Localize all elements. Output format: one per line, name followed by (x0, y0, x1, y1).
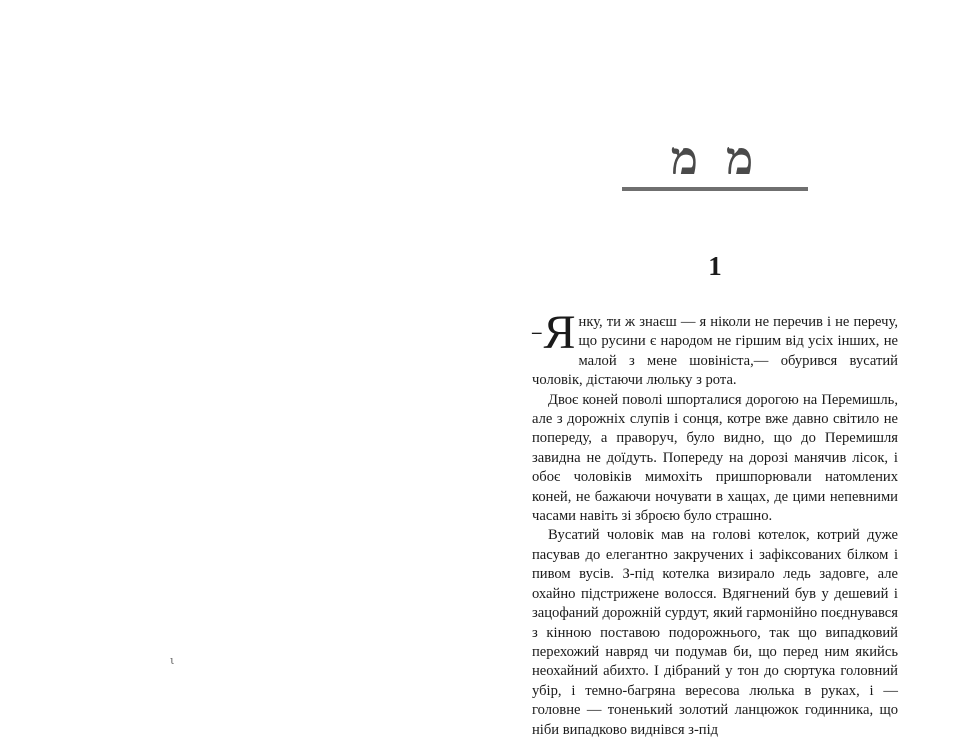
chapter-body-text (532, 306, 898, 740)
right-page (485, 0, 970, 755)
paragraph-second: Двоє коней поволі шпорталися дорогою на Перемишль, але з дорожніх слупів і сонця, котре вже давно світило не попереду, а праворуч, було видно, що до Перемишля завидна не доїдуть. Попереду на дорозі манячив лісок, і обоє чоловіків мимохіть пришпорювали натомлених коней, не бажаючи ночувати в хащах, де цими непевними часами навіть зі зброєю було страшно. (532, 391, 898, 525)
dialogue-dash: – (532, 322, 542, 343)
chapter-divider-rule (622, 187, 808, 191)
page-edge-mark: ι (170, 654, 175, 667)
chapter-ornament-letters: מ מ (670, 131, 760, 185)
drop-cap-letter: Я (543, 306, 576, 359)
paragraph-opening (532, 306, 898, 391)
paragraph-opening-text: нку, ти ж знаєш — я ніколи не перечив і не перечу, що русини є народом не гіршим від усіх інших, не малой з мене шовініста,— обурився вусатий чоловік, дістаючи люльку з рота. (532, 314, 898, 389)
paragraph-third: Вусатий чоловік мав на голові котелок, котрий дуже пасував до елегантно закручених і зафіксованих білком і пивом вусів. З-під котелка визирало ледь задовге, але охайно підстрижене волосся. Вдягнений був у дешевий і зацофаний дорожній сурдут, який гармонійно поєднувався з кінною поставою подорожнього, так що випадковий перехожий навряд чи подумав би, що перед ним якийсь неохайний абихто. І дібраний у тон до сюртука головний убір, і темно-багряна вересова люлька в руках, і — головне — тоненький золотий ланцюжок годинника, що ніби випадково виднівся з-під (532, 527, 898, 738)
chapter-number: 1 (708, 251, 722, 281)
